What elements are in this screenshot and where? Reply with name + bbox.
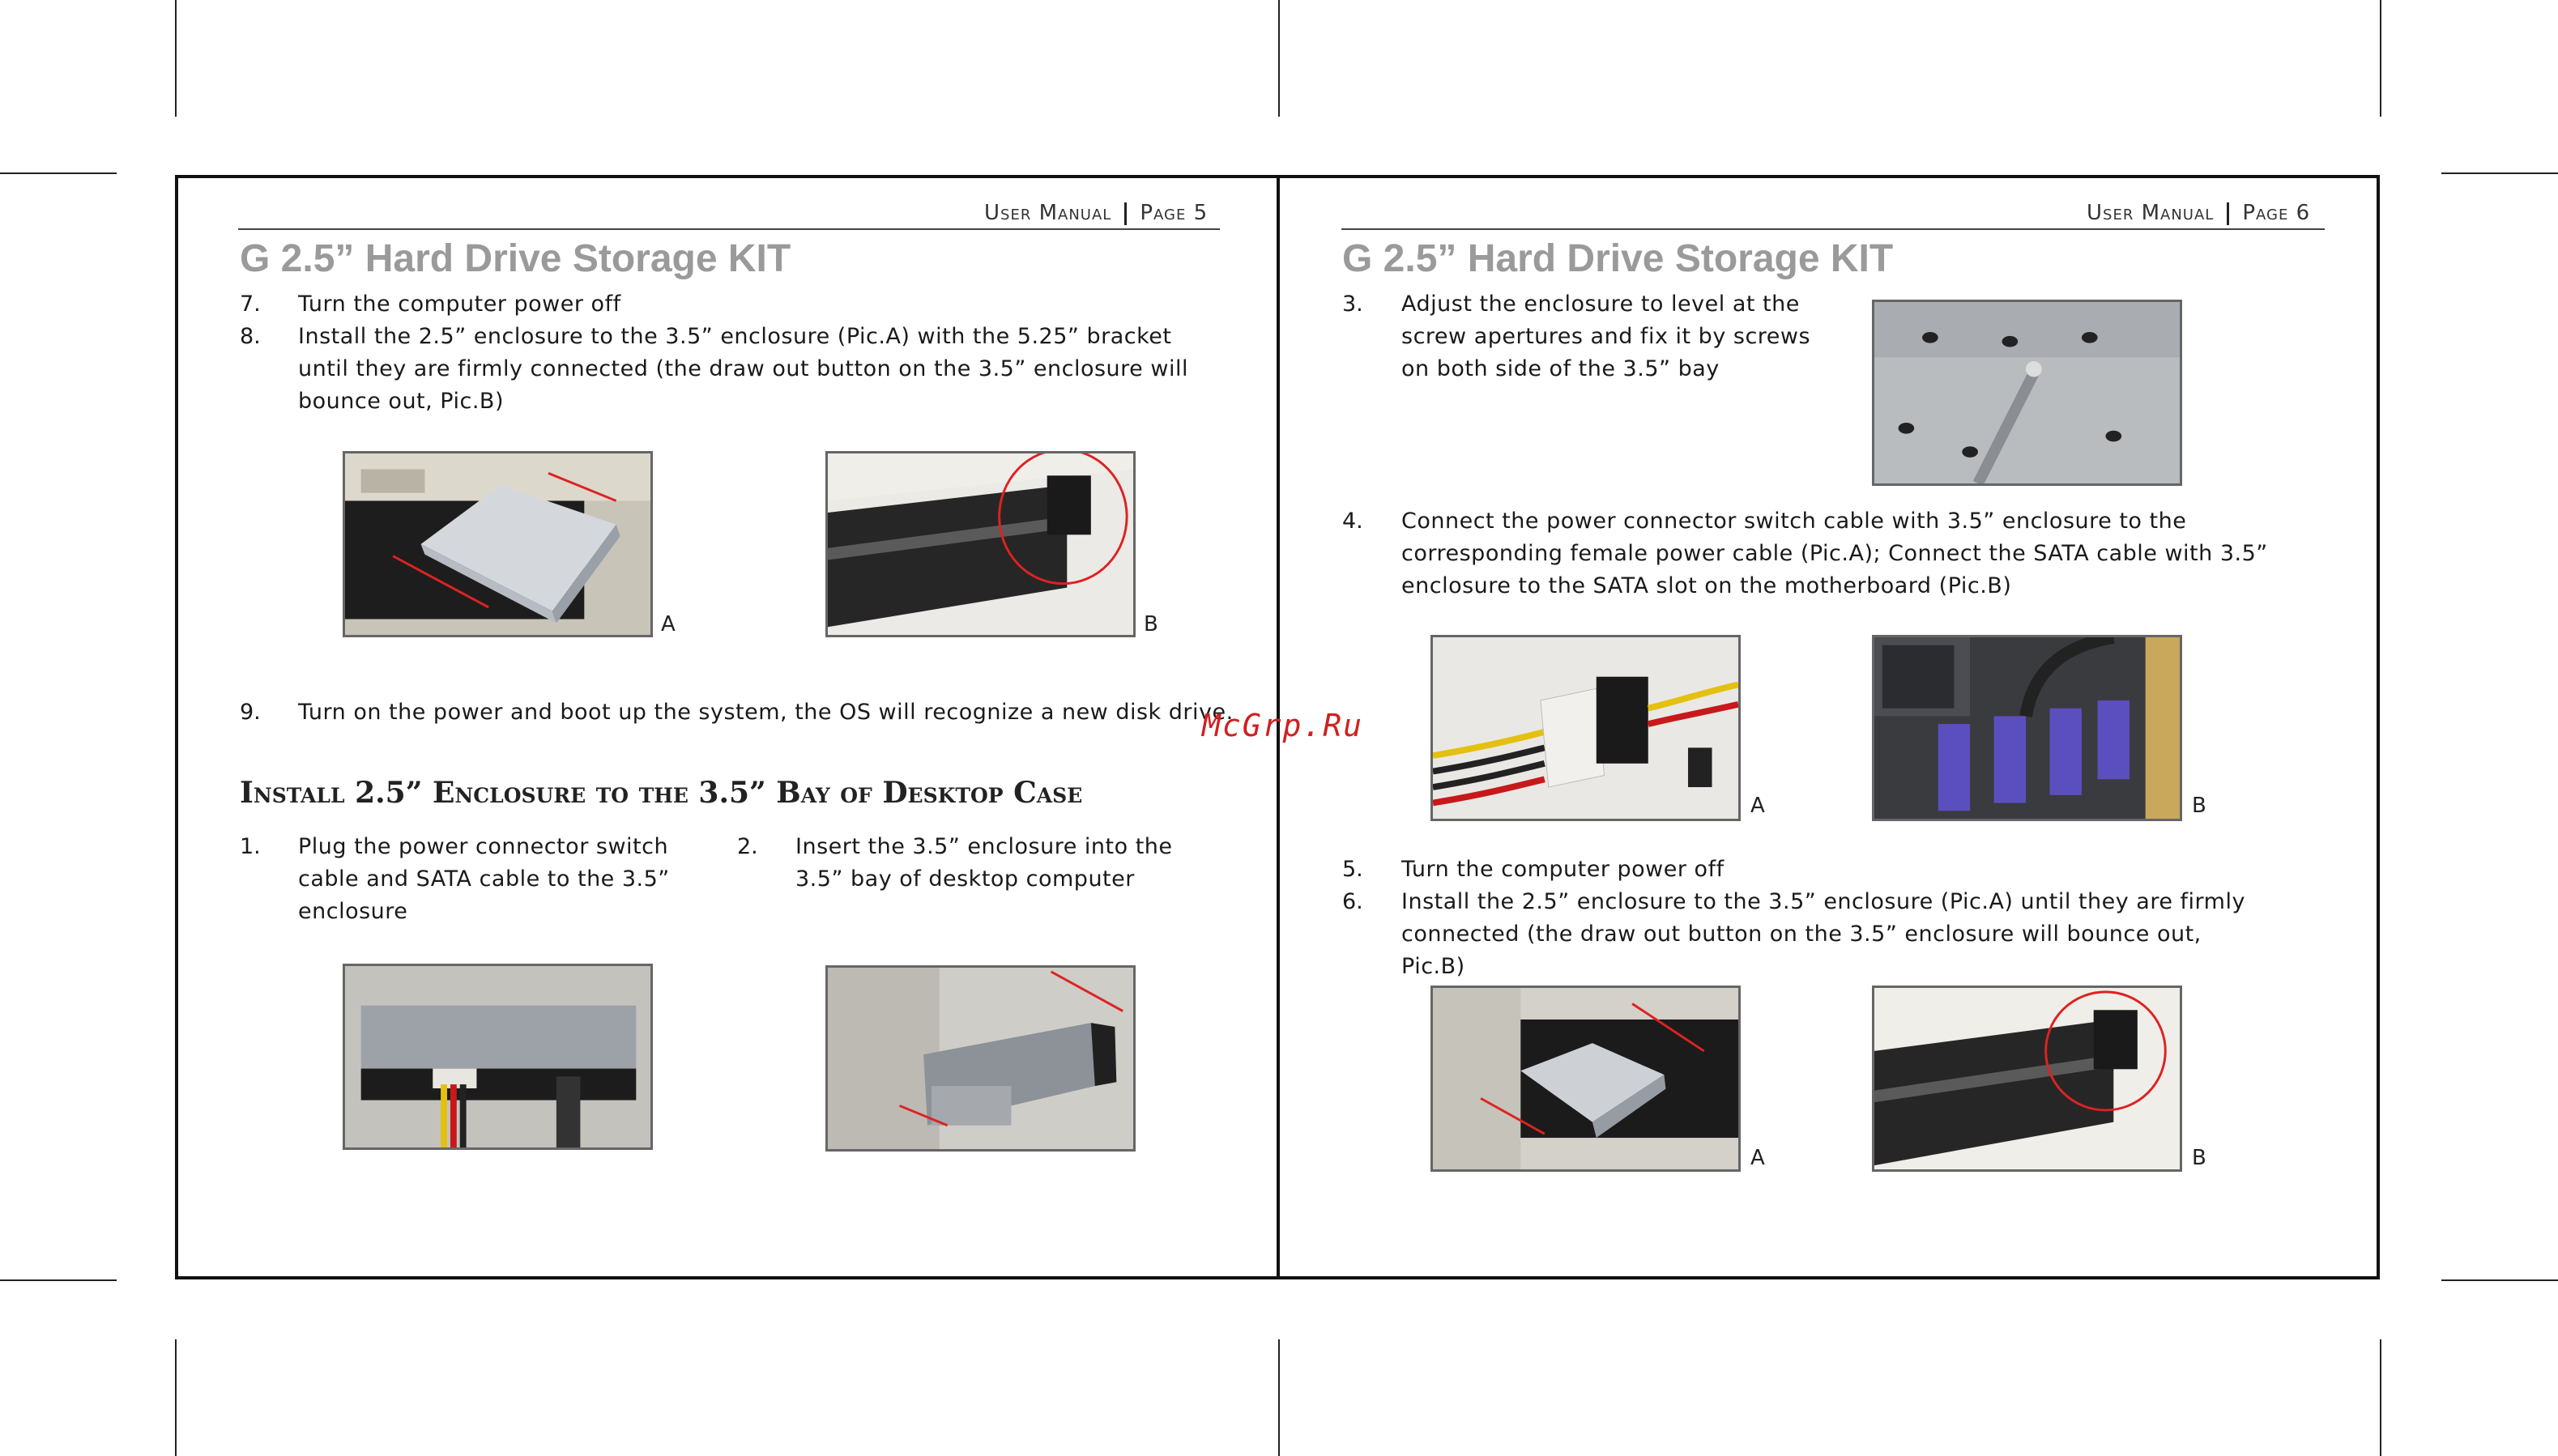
page-header <box>2087 201 2310 225</box>
step-text: Connect the power connector switch cable with 3.5” enclosure to the corresponding female power cable (Pic.A); Connect the SATA cable with 3.5” enclosure to the SATA slot on the motherboard (Pic.B) <box>1401 509 2268 598</box>
photo-cables-plugged <box>343 964 653 1150</box>
photo-enclosure-insert <box>343 451 653 637</box>
page-title: G 2.5” Hard Drive Storage KIT <box>240 237 791 280</box>
header-rule <box>238 228 1220 230</box>
crop-mark <box>175 1339 177 1456</box>
step-text: Insert the 3.5” enclosure into the 3.5” bay of desktop computer <box>795 834 1173 892</box>
step-number: 8. <box>240 324 261 349</box>
photo-power-cable <box>1430 635 1741 821</box>
step-text: Turn the computer power off <box>1401 857 1725 882</box>
step-text: Adjust the enclosure to level at the screw apertures and fix it by screws on both side of the 3.5” bay <box>1401 292 1811 381</box>
photo-draw-out-button <box>825 451 1136 637</box>
step-number: 9. <box>240 700 261 725</box>
step-text: Turn on the power and boot up the system, the OS will recognize a new disk drive. <box>298 700 1234 725</box>
step-number: 5. <box>1342 857 1363 882</box>
step-number: 4. <box>1342 509 1363 534</box>
step-number: 2. <box>737 834 758 859</box>
step-text: Plug the power connector switch cable and SATA cable to the 3.5” enclosure <box>298 834 670 924</box>
page-header <box>984 201 1208 225</box>
crop-mark <box>0 172 117 174</box>
pic-label: B <box>2192 794 2206 818</box>
step-text: Install the 2.5” enclosure to the 3.5” enclosure (Pic.A) with the 5.25” bracket until they are firmly connected (the draw out button on the 3.5” enclosure will bounce out, Pic.B) <box>298 324 1188 414</box>
manual-label: User Manual <box>2087 201 2215 225</box>
step-number: 7. <box>240 292 261 317</box>
step-number: 3. <box>1342 292 1363 317</box>
crop-mark <box>1278 0 1280 117</box>
crop-mark <box>1278 1339 1280 1456</box>
page-number: Page 5 <box>1140 201 1209 225</box>
crop-mark <box>2441 1279 2558 1281</box>
photo-draw-out-button <box>1872 986 2182 1172</box>
manual-label: User Manual <box>984 201 1112 225</box>
step-text: Install the 2.5” enclosure to the 3.5” enclosure (Pic.A) until they are firmly connected (the draw out button on the 3.5” enclosure will bounce out, Pic.B) <box>1401 889 2245 979</box>
crop-mark <box>2441 172 2558 174</box>
header-rule <box>1341 228 2325 230</box>
step-text: Turn the computer power off <box>298 292 621 317</box>
pic-label: B <box>1144 612 1158 636</box>
photo-insert-into-bay <box>825 965 1136 1152</box>
pic-label: A <box>661 612 676 636</box>
pic-label: A <box>1750 794 1765 818</box>
photo-enclosure-insert <box>1430 986 1741 1172</box>
page-number: Page 6 <box>2242 201 2311 225</box>
step-number: 6. <box>1342 889 1363 914</box>
pic-label: A <box>1750 1146 1765 1170</box>
photo-motherboard-sata <box>1872 635 2182 821</box>
crop-mark <box>175 0 177 117</box>
section-heading: Install 2.5” Enclosure to the 3.5” Bay of Desktop Case <box>240 776 1083 810</box>
crop-mark <box>2380 0 2381 117</box>
crop-mark <box>2380 1339 2381 1456</box>
page-title: G 2.5” Hard Drive Storage KIT <box>1342 237 1894 280</box>
watermark: McGrp.Ru <box>1202 708 1364 743</box>
pic-label: B <box>2192 1146 2206 1170</box>
photo-screw-fixing <box>1872 300 2182 486</box>
crop-mark <box>0 1279 117 1281</box>
step-number: 1. <box>240 834 261 859</box>
